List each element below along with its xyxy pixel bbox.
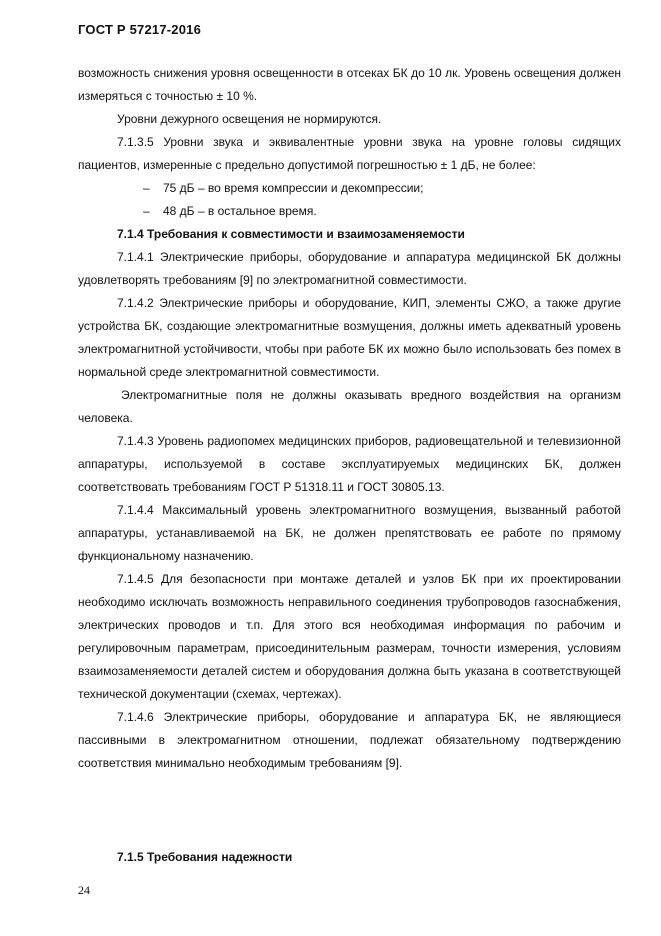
list-item-text: 75 дБ – во время компрессии и декомпрессии; (163, 181, 424, 195)
paragraph: Электромагнитные поля не должны оказывать вредного воздействия на организм человека. (78, 388, 621, 425)
document-body (78, 62, 621, 775)
page-number: 24 (78, 883, 90, 897)
paragraph: возможность снижения уровня освещенности в отсеках БК до 10 лк. Уровень освещения должен измеряться с точностью ± 10 %. (78, 66, 621, 103)
document-header: ГОСТ Р 57217-2016 (78, 22, 202, 37)
paragraph: 7.1.4.6 Электрические приборы, оборудование и аппаратура БК, не являющиеся пассивными в электромагнитном отношении, подлежат обязательному подтверждению соответствия минимально необходимым требованиям [9]. (78, 710, 621, 770)
list-item (78, 200, 621, 223)
paragraph: 7.1.4.4 Максимальный уровень электромагнитного возмущения, вызванный работой аппаратуры, устанавливаемой на БК, не должен препятствовать ее работе по прямому функциональному назначению. (78, 503, 621, 563)
paragraph: 7.1.4.5 Для безопасности при монтаже деталей и узлов БК при их проектировании необходимо исключать возможность неправильного соединения трубопроводов газоснабжения, электрических проводов и т.п. Для этого вся необходимая информация по рабочим и регулировочным параметрам, присоединительным размерам, точности измерения, условиям взаимозаменяемости деталей систем и оборудования должна быть указана в соответствующей технической документации (схемах, чертежах). (78, 572, 621, 701)
paragraph: 7.1.3.5 Уровни звука и эквивалентные уровни звука на уровне головы сидящих пациентов, измеренные с предельно допустимой погрешностью ± 1 дБ, не более: (78, 135, 621, 172)
section-heading: 7.1.4 Требования к совместимости и взаимозаменяемости (117, 227, 465, 241)
list-item (78, 177, 621, 200)
list-marker: – (143, 181, 150, 195)
paragraph: Уровни дежурного освещения не нормируются. (117, 112, 382, 126)
paragraph: 7.1.4.3 Уровень радиопомех медицинских приборов, радиовещательной и телевизионной аппаратуры, используемой в составе эксплуатируемых медицинских БК, должен соответствовать требованиям ГОСТ Р 51318.11 и ГОСТ 30805.13. (78, 434, 621, 494)
section-heading: 7.1.5 Требования надежности (117, 850, 293, 864)
paragraph: 7.1.4.1 Электрические приборы, оборудование и аппаратура медицинской БК должны удовлетворять требованиям [9] по электромагнитной совместимости. (78, 250, 621, 287)
list-item-text: 48 дБ – в остальное время. (163, 204, 317, 218)
list-marker: – (143, 204, 150, 218)
paragraph: 7.1.4.2 Электрические приборы и оборудование, КИП, элементы СЖО, а также другие устройства БК, создающие электромагнитные возмущения, должны иметь адекватный уровень электромагнитной устойчивости, чтобы при работе БК их можно было использовать без помех в нормальной среде электромагнитной совместимости. (78, 296, 621, 379)
